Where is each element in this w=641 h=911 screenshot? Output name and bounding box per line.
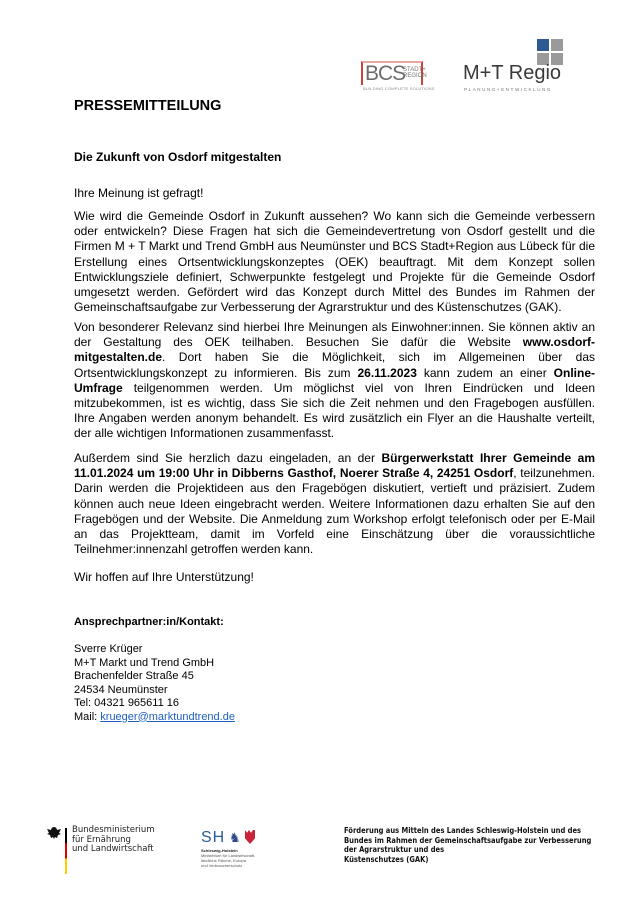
- page-title: PRESSEMITTEILUNG: [74, 98, 222, 114]
- bcs-logo-text: BCS: [365, 62, 406, 85]
- contact-company: M+T Markt und Trend GmbH: [74, 656, 215, 669]
- paragraph-text: Von besonderer Relevanz sind hierbei Ihre Meinungen als Einwohner:innen. Sie können aktiv an der Gestaltung des OEK teilhaben. Besuchen Sie dafür die Website: [74, 320, 595, 350]
- schleswig-holstein-logo: [201, 830, 291, 870]
- sh-letters: SH: [201, 829, 226, 846]
- paragraph-participation: [74, 320, 595, 442]
- workshop-details: Bürgerwerkstatt Ihrer Gemeinde am 11.01.2024 um 19:00 Uhr in Dibberns Gasthof, Noerer Straße 4, 24251 Osdorf: [74, 451, 596, 481]
- email-link[interactable]: krueger@marktundtrend.de: [100, 710, 235, 723]
- contact-phone: Tel: 04321 965611 16: [74, 697, 179, 709]
- funding-line: Bundes im Rahmen der Gemeinschaftsaufgabe zur Verbesserung: [344, 835, 592, 845]
- paragraph-intro: Wie wird die Gemeinde Osdorf in Zukunft aussehen? Wo kann sich die Gemeinde verbessern oder entwickeln? Diese Fragen hat sich die Gemeindevertretung von Osdorf gestellt und die Firmen M + T Markt und Trend GmbH aus Neumünster und BCS Stadt+Region aus Lübeck für die Erstellung eines Ortsentwicklungskonzeptes (OEK) beauftragt. Mit dem Konzept sollen Entwicklungsziele definiert, Schwerpunkte festgelegt und Projekte für die Gemeinde Osdorf umgesetzt werden. Gefördert wird das Konzept durch Mittel des Bundes im Rahmen der Gemeinschaftsaufgabe zur Verbesserung der Agrarstruktur und des Küstenschutzes (GAK).: [74, 209, 595, 315]
- german-flag-bar: [65, 828, 67, 874]
- contact-name: Sverre Krüger: [74, 643, 143, 655]
- paragraph-text: teilgenommen werden. Um möglichst viel von Ihren Eindrücken und Ideen mitzubekommen, ist es wichtig, dass Sie sich die Zeit nehmen und den Fragebogen ausfüllen. Ihre Angaben werden anonym behandelt. Es wird zusätzlich ein Flyer an die Haushalte verteilt, der alle wichtigen Informationen zusammenfasst.: [74, 380, 595, 441]
- paragraph-text: kann zudem an einer: [416, 365, 554, 380]
- closing-line: Wir hoffen auf Ihre Unterstützung!: [74, 570, 254, 584]
- funding-notice: [344, 826, 591, 864]
- contact-heading: Ansprechpartner:in/Kontakt:: [74, 616, 224, 628]
- mt-square-grey: [551, 39, 563, 51]
- mt-regio-tagline: PLANUNG+ENTWICKLUNG: [464, 87, 553, 92]
- bmel-text: [72, 826, 155, 855]
- funding-line: der Agrarstruktur und des: [344, 845, 445, 854]
- contact-mail-row: [74, 711, 235, 725]
- lion-icon: ♞: [229, 830, 241, 845]
- bmel-logo: [46, 826, 166, 876]
- bcs-logo-side: [403, 67, 427, 79]
- nettle-leaf-icon: [245, 830, 255, 844]
- sh-ministry-text: [201, 848, 255, 868]
- bcs-stadt-region-logo: [361, 61, 435, 91]
- paragraph-text: Außerdem sind Sie herzlich dazu eingeladen, an der: [74, 451, 382, 465]
- bcs-side-line2: REGION: [403, 73, 427, 79]
- subheading: Die Zukunft von Osdorf mitgestalten: [74, 150, 282, 164]
- sh-line: und Verbraucherschutz: [201, 863, 243, 868]
- funding-line: Förderung aus Mitteln des Landes Schleswig-Holstein und des: [344, 826, 582, 835]
- bcs-side-line1: STADT+: [403, 67, 426, 73]
- bmel-line: für Ernährung: [72, 834, 131, 845]
- bcs-tagline: BUILDING COMPLETE SOLUTIONS: [363, 86, 435, 91]
- contact-block: [74, 643, 235, 724]
- paragraph-workshop: [74, 451, 595, 557]
- mt-square-blue: [537, 39, 549, 51]
- sh-line: Ministerium für Landwirtschaft,: [201, 853, 256, 858]
- lead-text: Ihre Meinung ist gefragt!: [74, 186, 204, 200]
- website-reference: www.osdorf-mitgestalten.de: [74, 335, 595, 365]
- mail-label: Mail:: [74, 710, 101, 723]
- online-survey-label: Online-Umfrage: [74, 365, 595, 395]
- mt-regio-logo: [460, 38, 590, 98]
- contact-city: 24534 Neumünster: [74, 683, 168, 696]
- contact-street: Brachenfelder Straße 45: [74, 670, 194, 682]
- survey-deadline: 26.11.2023: [357, 365, 417, 380]
- paragraph-text: . Dort haben Sie die Möglichkeit, sich im Allgemeinen über das Ortsentwicklungskonzept zu informieren. Bis zum: [74, 350, 595, 380]
- mt-regio-title: M+T Regio: [463, 62, 562, 84]
- federal-eagle-icon: [46, 826, 62, 840]
- sh-line: ländliche Räume, Europa: [201, 858, 246, 863]
- sh-line: Schleswig-Holstein: [201, 848, 238, 853]
- funding-line: Küstenschutzes (GAK): [344, 854, 429, 864]
- bmel-line: und Landwirtschaft: [72, 844, 154, 854]
- bmel-line: Bundesministerium: [72, 825, 155, 835]
- paragraph-text: , teilzunehmen. Darin werden die Projektideen aus den Fragebögen diskutiert, vertieft und präzisiert. Zudem können auch neue Ideen eingebracht werden. Weitere Informationen dazu erhalten Sie auf den Fragebögen und der Website. Die Anmeldung zum Workshop erfolgt telefonisch oder per E-Mail an das Projektteam, damit im Vorfeld eine Einschätzung über die voraussichtliche Teilnehmer:innenzahl getroffen werden kann.: [74, 466, 595, 557]
